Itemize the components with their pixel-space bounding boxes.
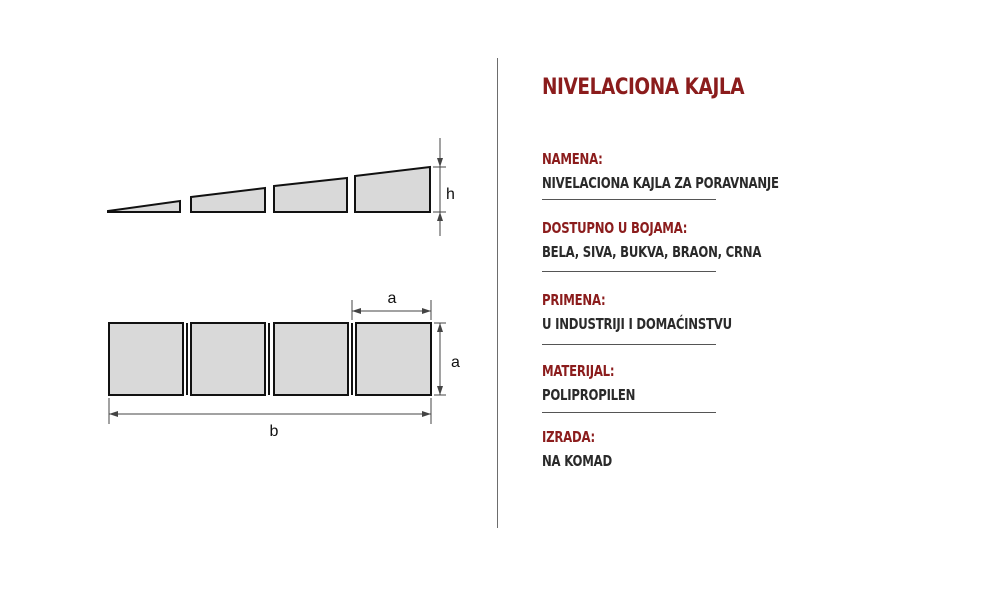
spec-value: BELA, SIVA, BUKVA, BRAON, CRNA bbox=[542, 243, 762, 261]
length-dimension bbox=[109, 398, 431, 424]
segment-label: a bbox=[387, 290, 397, 307]
wedge-side-segment-1 bbox=[108, 201, 180, 212]
spec-divider bbox=[542, 271, 716, 272]
spec-label: IZRADA: bbox=[542, 428, 595, 446]
height-label: h bbox=[446, 186, 455, 203]
wedge-top-segment-1 bbox=[109, 323, 183, 395]
wedge-top-segment-4 bbox=[356, 323, 431, 395]
wedge-side-segment-4 bbox=[355, 167, 430, 212]
spec-label: NAMENA: bbox=[542, 150, 603, 168]
spec-label: PRIMENA: bbox=[542, 291, 606, 309]
width-dimension bbox=[434, 323, 446, 395]
divider bbox=[497, 58, 498, 528]
spec-namena bbox=[542, 150, 846, 192]
wedge-top-segment-3 bbox=[274, 323, 348, 395]
wedge-technical-drawing bbox=[0, 0, 497, 595]
spec-divider bbox=[542, 412, 716, 413]
wedge-side-segment-3 bbox=[274, 178, 347, 212]
spec-divider bbox=[542, 199, 716, 200]
spec-dostupno bbox=[542, 219, 823, 261]
spec-divider bbox=[542, 344, 716, 345]
spec-materijal bbox=[542, 362, 662, 404]
spec-value: U INDUSTRIJI I DOMAĆINSTVU bbox=[542, 315, 732, 333]
wedge-side-segment-2 bbox=[191, 188, 265, 212]
spec-label: MATERIJAL: bbox=[542, 362, 615, 380]
spec-primena bbox=[542, 291, 785, 333]
spec-value: NIVELACIONA KAJLA ZA PORAVNANJE bbox=[542, 174, 779, 192]
product-title: NIVELACIONA KAJLA bbox=[542, 75, 745, 100]
wedge-top-segment-2 bbox=[191, 323, 265, 395]
height-dimension bbox=[433, 138, 446, 236]
spec-value: NA KOMAD bbox=[542, 452, 612, 470]
spec-izrada bbox=[542, 428, 632, 470]
width-label: a bbox=[451, 354, 460, 371]
spec-label: DOSTUPNO U BOJAMA: bbox=[542, 219, 688, 237]
spec-value: POLIPROPILEN bbox=[542, 386, 636, 404]
wedge-side-view bbox=[108, 167, 430, 212]
length-label: b bbox=[269, 423, 279, 440]
